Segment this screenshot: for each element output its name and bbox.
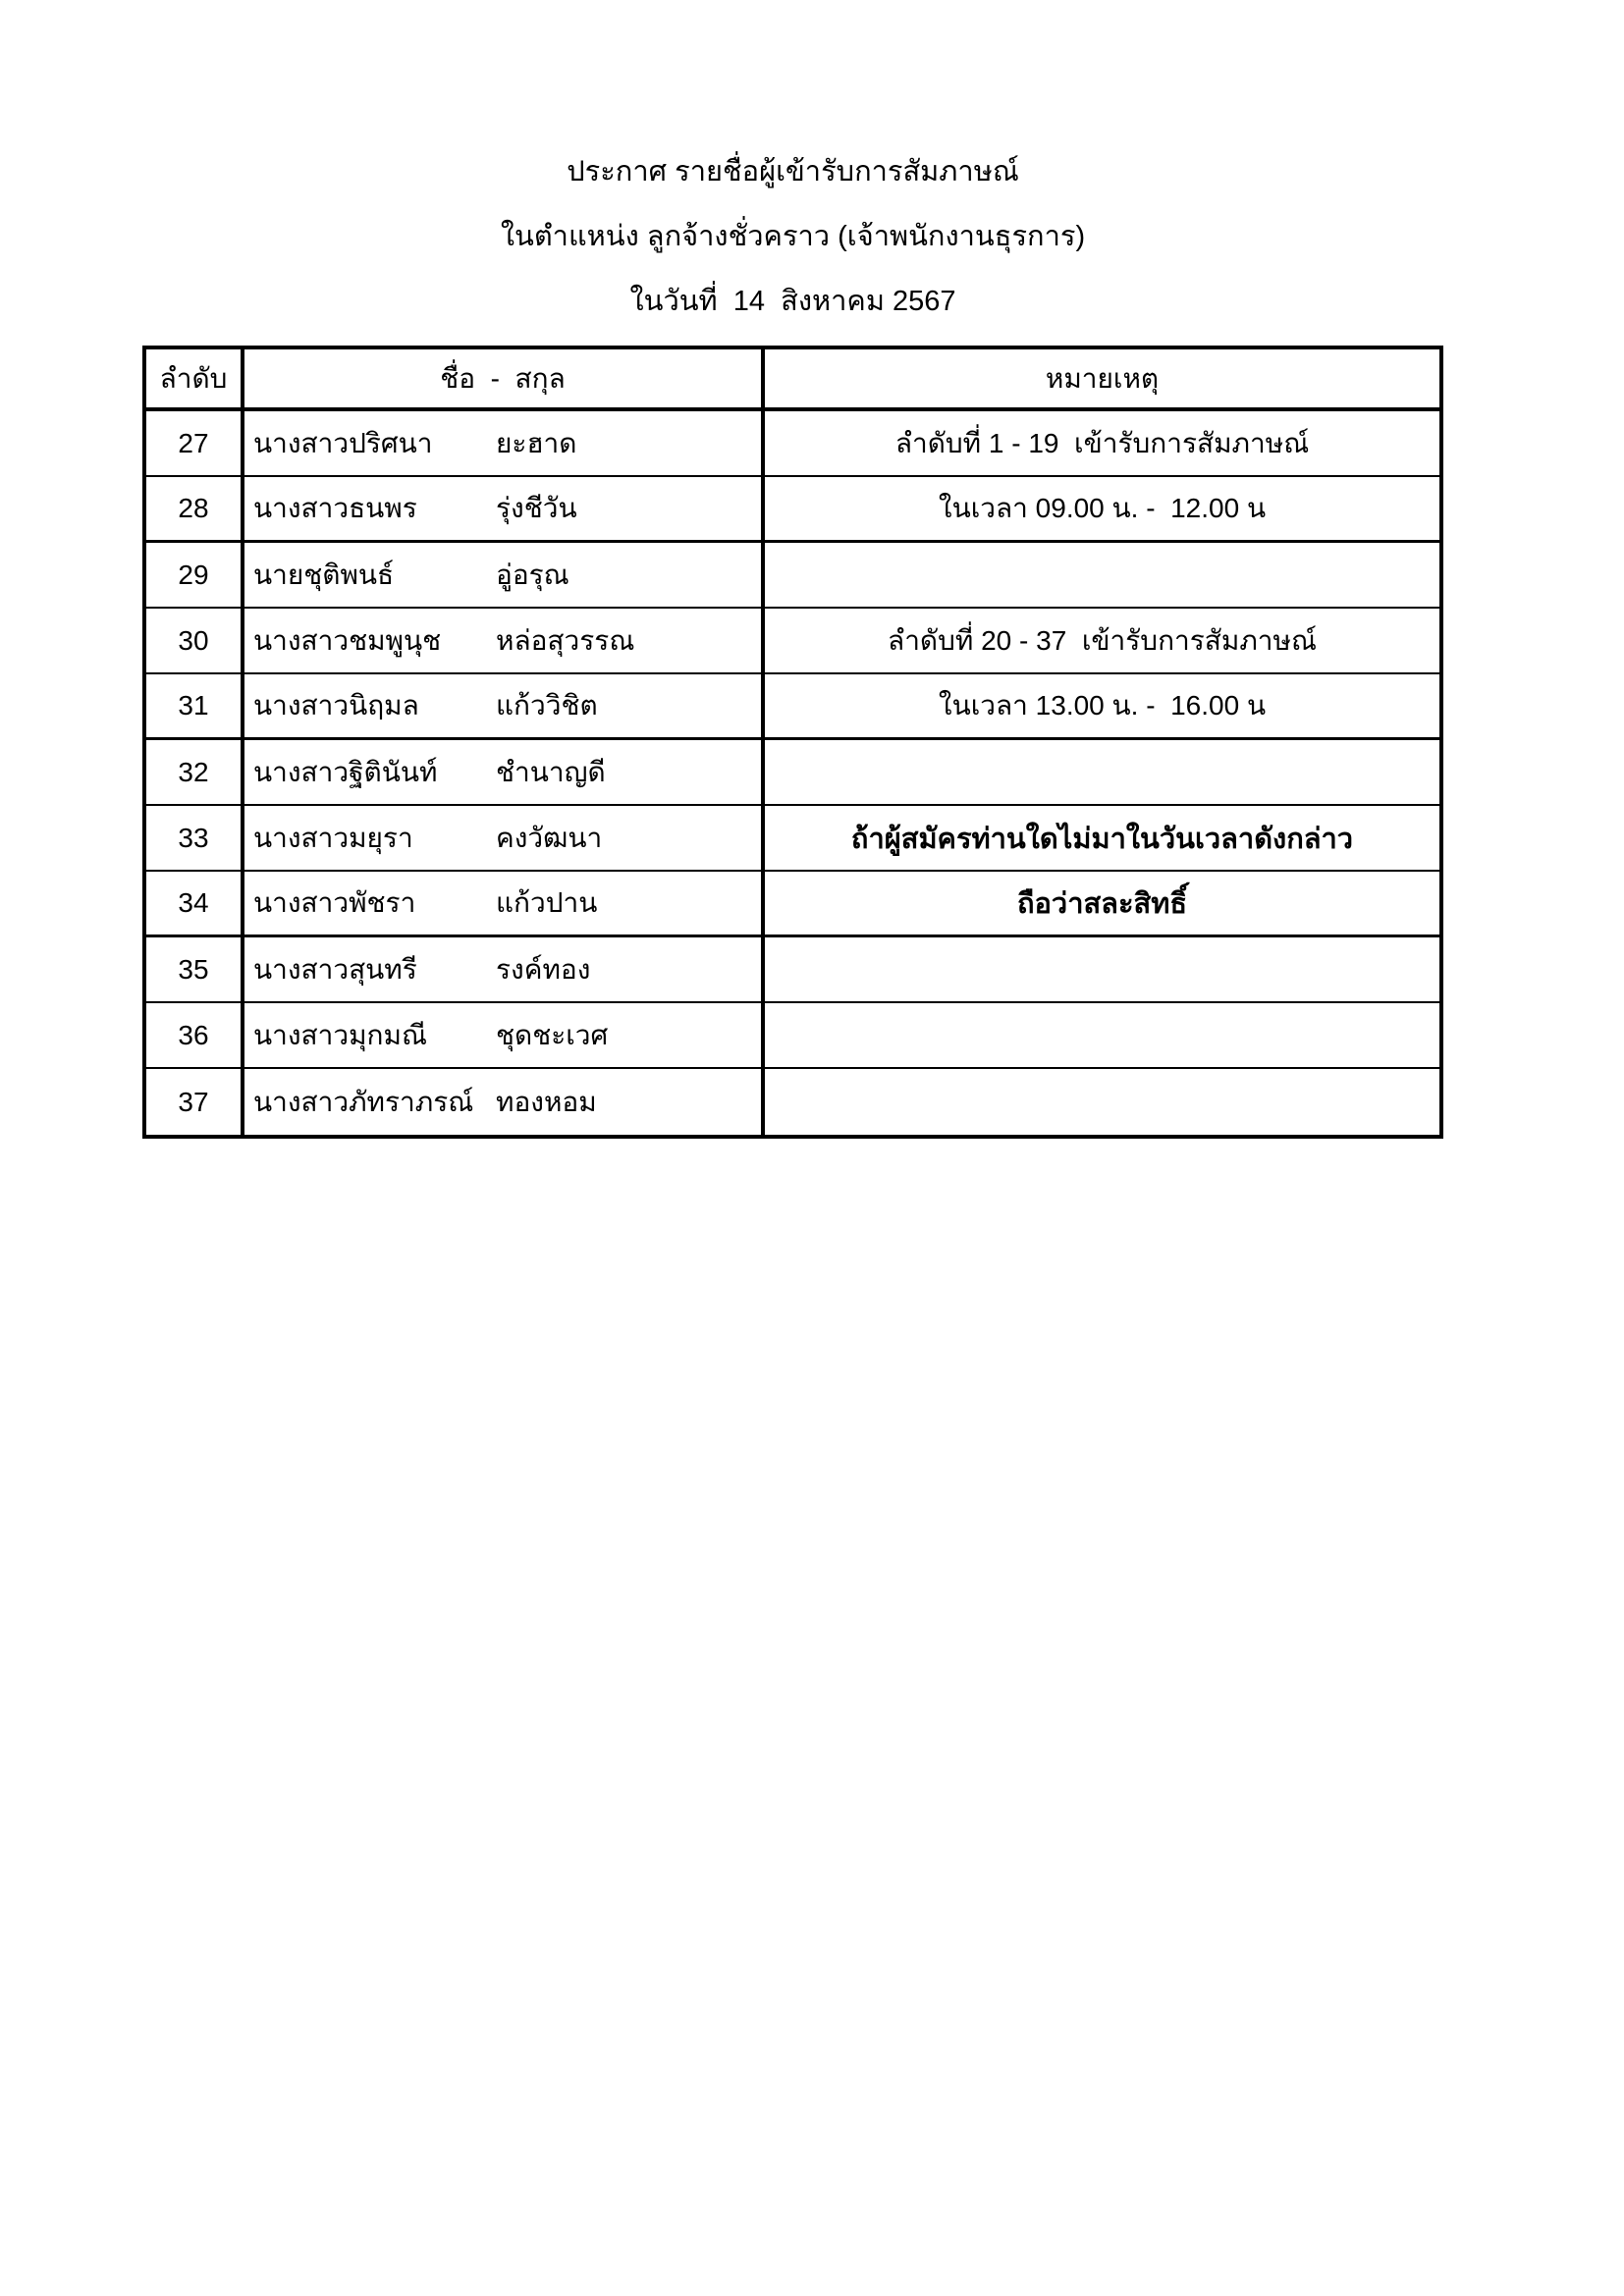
first-name: นางสาวนิฤมล: [253, 690, 419, 721]
last-name: แก้ววิชิต: [496, 690, 598, 721]
table-row: [146, 411, 1439, 477]
row-number: 29: [146, 543, 244, 607]
remark-cell: ถ้าผู้สมัครท่านใดไม่มาในวันเวลาดังกล่าว: [850, 823, 1354, 855]
remark-cell: ลำดับที่ 1 - 19 เข้ารับการสัมภาษณ์: [894, 427, 1310, 458]
last-name: คงวัฒนา: [496, 822, 603, 853]
last-name: แก้วปาน: [496, 887, 598, 918]
remark-cell: ในเวลา 13.00 น. - 16.00 น: [938, 690, 1267, 721]
table-header-row: [146, 349, 1439, 411]
table-row: [146, 674, 1439, 740]
first-name: นางสาวชมพูนุช: [253, 624, 442, 656]
header-remark: หมายเหตุ: [1045, 362, 1160, 394]
first-name: นางสาวภัทราภรณ์: [253, 1086, 474, 1117]
remark-cell: [765, 740, 1439, 804]
first-name: นางสาวสุนทรี: [253, 953, 417, 985]
last-name: ชุดชะเวศ: [496, 1019, 609, 1050]
document-title-line-1: ประกาศ รายชื่อผู้เข้ารับการสัมภาษณ์: [567, 156, 1019, 187]
name-cell: [244, 477, 765, 540]
last-name: รุ่งชีวัน: [496, 493, 577, 523]
name-cell: [244, 543, 765, 607]
name-cell: [244, 937, 765, 1001]
table-row: [146, 872, 1439, 937]
first-name: นางสาวมยุรา: [253, 822, 413, 853]
row-number: 27: [146, 411, 244, 475]
row-number: 30: [146, 609, 244, 672]
name-cell: [244, 872, 765, 934]
remark-cell: ถือว่าสละสิทธิ์: [1016, 888, 1188, 920]
name-cell: [244, 806, 765, 870]
remark-cell: ลำดับที่ 20 - 37 เข้ารับการสัมภาษณ์: [888, 624, 1317, 656]
name-cell: [244, 674, 765, 737]
remark-cell: [765, 1069, 1439, 1135]
first-name: นางสาวมุกมณี: [253, 1019, 427, 1050]
name-cell: [244, 1069, 765, 1135]
row-number: 34: [146, 872, 244, 934]
table-row: [146, 477, 1439, 543]
candidate-table: [142, 346, 1443, 1139]
remark-cell: [765, 937, 1439, 1001]
last-name: รงค์ทอง: [496, 953, 591, 985]
row-number: 36: [146, 1003, 244, 1067]
document-title-line-2: ในตำแหน่ง ลูกจ้างชั่วคราว (เจ้าพนักงานธุรการ): [500, 221, 1086, 252]
row-number: 32: [146, 740, 244, 804]
header-no: ลำดับ: [146, 349, 244, 407]
first-name: นางสาวธนพร: [253, 493, 417, 523]
table-row: [146, 609, 1439, 674]
header-name: ชื่อ - สกุล: [244, 349, 765, 407]
first-name: นางสาวฐิตินันท์: [253, 756, 438, 787]
last-name: หล่อสุวรรณ: [496, 624, 635, 656]
table-row: [146, 740, 1439, 806]
remark-cell: [765, 1003, 1439, 1067]
last-name: ทองหอม: [496, 1086, 597, 1117]
table-row: [146, 806, 1439, 872]
name-cell: [244, 740, 765, 804]
row-number: 35: [146, 937, 244, 1001]
last-name: ยะฮาด: [496, 427, 577, 458]
first-name: นางสาวปริศนา: [253, 427, 433, 458]
row-number: 28: [146, 477, 244, 540]
name-cell: [244, 1003, 765, 1067]
first-name: นายชุติพนธ์: [253, 559, 395, 590]
document-title-line-3: ในวันที่ 14 สิงหาคม 2567: [629, 286, 956, 317]
name-cell: [244, 411, 765, 475]
row-number: 37: [146, 1069, 244, 1135]
table-row: [146, 1003, 1439, 1069]
name-cell: [244, 609, 765, 672]
table-row: [146, 543, 1439, 609]
row-number: 33: [146, 806, 244, 870]
last-name: อู่อรุณ: [496, 559, 569, 590]
row-number: 31: [146, 674, 244, 737]
remark-cell: [765, 543, 1439, 607]
table-row: [146, 1069, 1439, 1135]
table-row: [146, 937, 1439, 1003]
first-name: นางสาวพัชรา: [253, 887, 416, 918]
remark-cell: ในเวลา 09.00 น. - 12.00 น: [938, 493, 1267, 523]
last-name: ชำนาญดี: [496, 756, 606, 787]
